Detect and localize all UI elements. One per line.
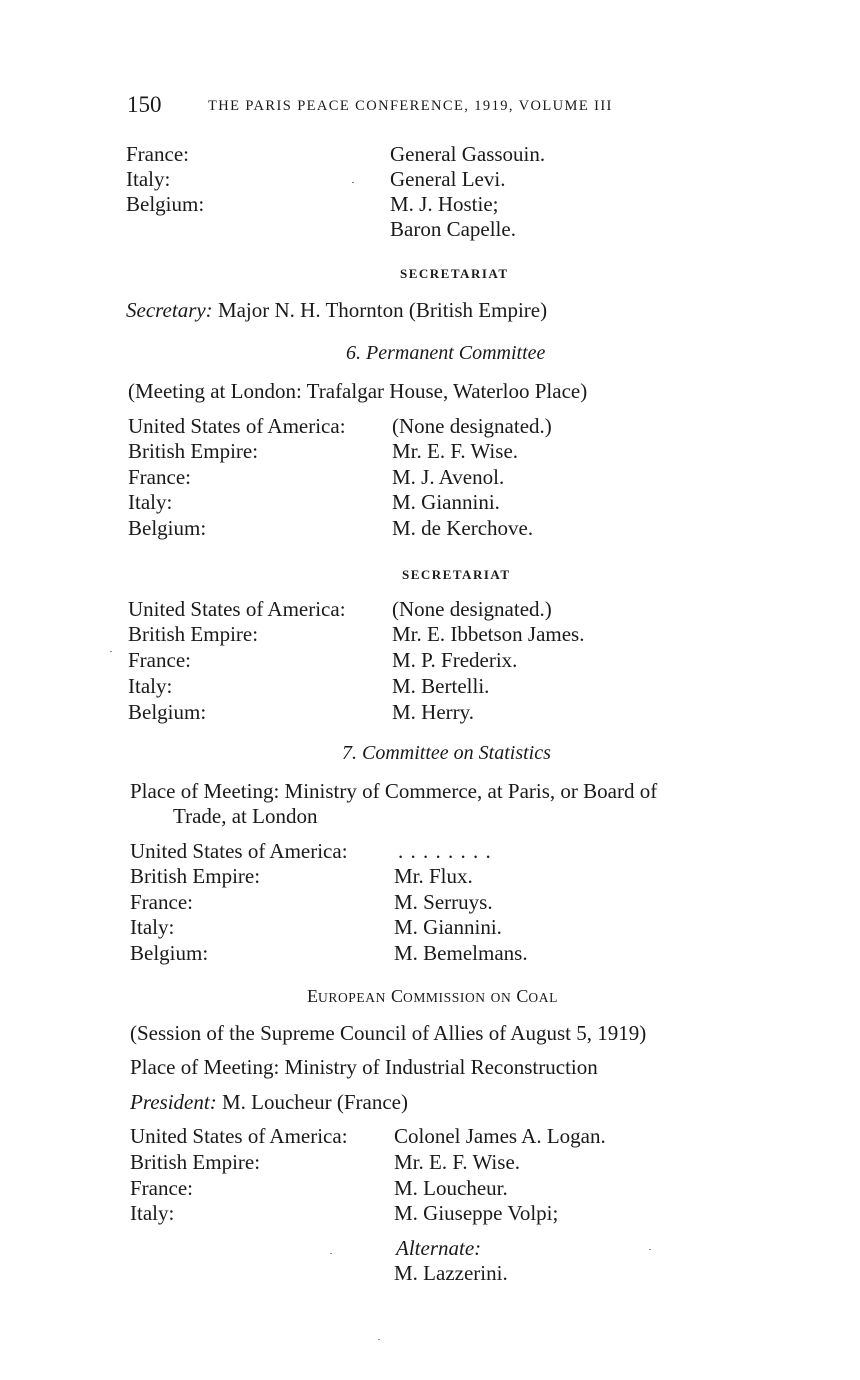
country-label: United States of America: <box>130 1124 348 1148</box>
delegate-name: (None designated.) <box>392 597 552 621</box>
section-title: 7. Committee on Statistics <box>342 742 551 764</box>
country-label: United States of America: <box>130 839 348 863</box>
president-label: President: <box>130 1090 217 1114</box>
country-label: Italy: <box>130 915 175 939</box>
alternate-label: Alternate: <box>396 1236 482 1260</box>
delegate-name: Mr. E. F. Wise. <box>394 1150 521 1174</box>
delegate-name: M. Giannini. <box>394 915 502 939</box>
scan-speck <box>110 651 112 652</box>
country-label: France: <box>128 465 191 489</box>
page-number: 150 <box>127 92 162 117</box>
place-line: Place of Meeting: Ministry of Commerce, at Paris, or Board of <box>130 779 658 803</box>
country-label: United States of America: <box>128 597 346 621</box>
delegate-name: M. Serruys. <box>394 890 493 914</box>
delegate-name: General Gassouin. <box>390 142 546 166</box>
section-heading: SECRETARIAT <box>400 266 509 281</box>
delegate-name: M. Giuseppe Volpi; <box>394 1201 559 1225</box>
delegate-name: Mr. E. Ibbetson James. <box>392 622 585 646</box>
country-label: Belgium: <box>128 516 207 540</box>
secretary-line <box>126 298 547 323</box>
delegate-name: M. de Kerchove. <box>392 516 534 540</box>
delegate-name: M. P. Frederix. <box>392 648 518 672</box>
country-label: Italy: <box>126 167 171 191</box>
alternate-name: M. Lazzerini. <box>394 1261 508 1285</box>
scan-speck <box>378 1339 380 1340</box>
secretary-label: Secretary: <box>126 298 213 322</box>
president-name: M. Loucheur (France) <box>221 1090 408 1114</box>
delegate-name: Mr. E. F. Wise. <box>392 439 519 463</box>
delegate-name: (None designated.) <box>392 414 552 438</box>
delegate-name: M. J. Avenol. <box>392 465 505 489</box>
commission-title: EUROPEAN COMMISSION ON COAL <box>307 986 558 1006</box>
delegate-name: Colonel James A. Logan. <box>394 1124 606 1148</box>
delegate-name: Mr. Flux. <box>394 864 473 888</box>
country-label: France: <box>126 142 189 166</box>
country-label: Italy: <box>128 490 173 514</box>
delegate-name: M. Herry. <box>392 700 475 724</box>
page-header <box>127 92 727 122</box>
secretary-text: Major N. H. Thornton (British Empire) <box>217 298 548 322</box>
country-label: Belgium: <box>128 700 207 724</box>
country-label: France: <box>128 648 191 672</box>
place-line-continued: Trade, at London <box>173 804 318 828</box>
delegate-name: Baron Capelle. <box>390 217 516 241</box>
scan-speck <box>352 182 354 183</box>
delegate-name: . . . . . . . . <box>398 839 492 863</box>
meeting-line: (Meeting at London: Trafalgar House, Waterloo Place) <box>128 379 588 403</box>
country-label: United States of America: <box>128 414 346 438</box>
country-label: British Empire: <box>130 1150 261 1174</box>
scan-speck <box>649 1249 651 1250</box>
president-line <box>130 1090 408 1115</box>
delegate-name: General Levi. <box>390 167 506 191</box>
delegate-name: M. Loucheur. <box>394 1176 508 1200</box>
session-line: (Session of the Supreme Council of Allies of August 5, 1919) <box>130 1021 647 1045</box>
delegate-name: M. Bertelli. <box>392 674 490 698</box>
section-title: 6. Permanent Committee <box>346 342 546 364</box>
country-label: France: <box>130 890 193 914</box>
section-heading: SECRETARIAT <box>402 567 511 582</box>
country-label: British Empire: <box>128 439 259 463</box>
country-label: France: <box>130 1176 193 1200</box>
delegate-name: M. Giannini. <box>392 490 500 514</box>
country-label: Belgium: <box>126 192 205 216</box>
country-label: Italy: <box>128 674 173 698</box>
country-label: Italy: <box>130 1201 175 1225</box>
country-label: British Empire: <box>128 622 259 646</box>
place-line: Place of Meeting: Ministry of Industrial Reconstruction <box>130 1055 598 1079</box>
running-title: THE PARIS PEACE CONFERENCE, 1919, VOLUME III <box>208 98 613 114</box>
country-label: Belgium: <box>130 941 209 965</box>
delegate-name: M. J. Hostie; <box>390 192 499 216</box>
country-label: British Empire: <box>130 864 261 888</box>
delegate-name: M. Bemelmans. <box>394 941 528 965</box>
scan-speck <box>330 1253 332 1254</box>
